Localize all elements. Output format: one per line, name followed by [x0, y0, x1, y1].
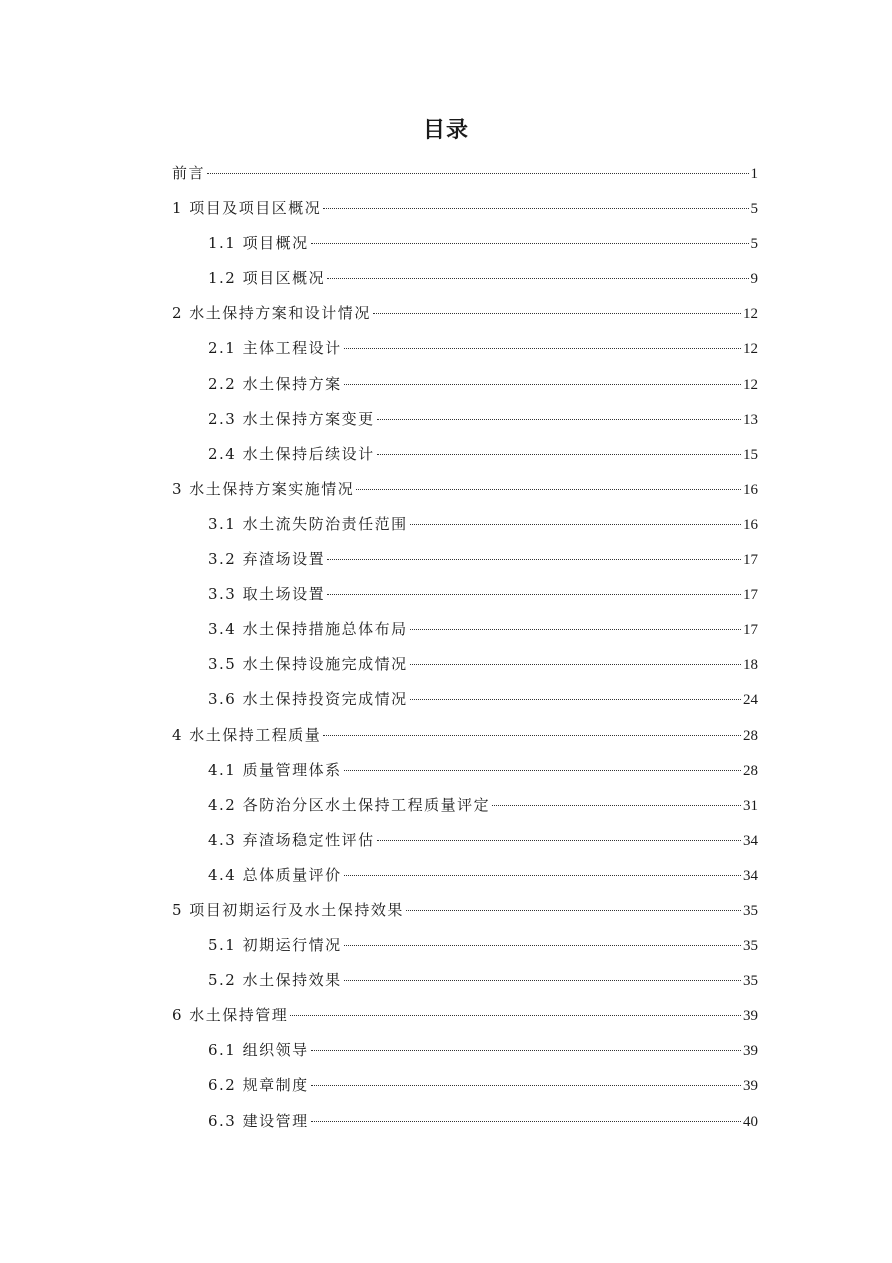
toc-dot-leader	[327, 278, 748, 279]
toc-entry[interactable]	[172, 928, 758, 963]
toc-entry[interactable]	[172, 261, 758, 296]
toc-dot-leader	[492, 805, 741, 806]
toc-dot-leader	[410, 699, 741, 700]
toc-entry-label: 1 项目及项目区概况	[172, 199, 322, 218]
toc-entry-page-number: 40	[743, 1113, 758, 1130]
toc-dot-leader	[327, 594, 741, 595]
toc-entry-label: 3 水土保持方案实施情况	[172, 479, 355, 498]
toc-entry-label: 4.1 质量管理体系	[208, 760, 342, 779]
toc-dot-leader	[290, 1015, 741, 1016]
toc-entry-label: 6.1 组织领导	[208, 1041, 309, 1060]
toc-entry-page-number: 17	[743, 622, 758, 639]
toc-entry[interactable]	[172, 1068, 758, 1103]
toc-dot-leader	[410, 664, 741, 665]
toc-entry-page-number: 15	[743, 446, 758, 463]
toc-dot-leader	[373, 313, 741, 314]
toc-entry-page-number: 16	[743, 481, 758, 498]
toc-entry-page-number: 39	[743, 1043, 758, 1060]
toc-dot-leader	[344, 980, 741, 981]
toc-entry[interactable]	[172, 331, 758, 366]
toc-entry-label: 5.1 初期运行情况	[208, 936, 342, 955]
toc-entry-page-number: 18	[743, 657, 758, 674]
toc-entry-page-number: 34	[743, 867, 758, 884]
toc-entry-label: 前言	[172, 164, 206, 182]
toc-entry[interactable]	[172, 788, 758, 823]
toc-dot-leader	[344, 384, 741, 385]
toc-entry-page-number: 1	[750, 166, 758, 182]
toc-entry-label: 3.6 水土保持投资完成情况	[208, 690, 408, 709]
toc-entry[interactable]	[172, 472, 758, 507]
toc-entry-page-number: 35	[743, 938, 758, 955]
toc-entry-page-number: 35	[743, 902, 758, 919]
toc-dot-leader	[344, 348, 741, 349]
toc-dot-leader	[207, 173, 748, 174]
toc-entry-page-number: 35	[743, 973, 758, 990]
toc-entry[interactable]	[172, 823, 758, 858]
toc-dot-leader	[323, 735, 741, 736]
toc-entry[interactable]	[172, 577, 758, 612]
toc-title: 目录	[422, 118, 469, 143]
toc-entry[interactable]	[172, 1104, 758, 1139]
toc-dot-leader	[344, 945, 741, 946]
toc-entry-label: 3.4 水土保持措施总体布局	[208, 620, 408, 639]
toc-dot-leader	[344, 875, 741, 876]
toc-entry[interactable]	[172, 893, 758, 928]
toc-entry-page-number: 17	[743, 552, 758, 569]
toc-entry-label: 3.5 水土保持设施完成情况	[208, 655, 408, 674]
toc-dot-leader	[356, 489, 741, 490]
toc-dot-leader	[410, 524, 741, 525]
toc-dot-leader	[311, 1121, 741, 1122]
toc-entry[interactable]	[172, 963, 758, 998]
toc-dot-leader	[327, 559, 741, 560]
toc-entry-label: 2.2 水土保持方案	[208, 374, 342, 393]
toc-entry-page-number: 28	[743, 727, 758, 744]
toc-entry-label: 6.3 建设管理	[208, 1111, 309, 1130]
toc-entry-label: 2 水土保持方案和设计情况	[172, 304, 371, 323]
toc-entry[interactable]	[172, 296, 758, 331]
toc-entry-page-number: 39	[743, 1078, 758, 1095]
toc-entry-page-number: 17	[743, 587, 758, 604]
toc-entry-label: 3.2 弃渣场设置	[208, 550, 326, 569]
toc-dot-leader	[377, 419, 741, 420]
toc-entry-label: 1.2 项目区概况	[208, 269, 326, 288]
toc-entry-page-number: 9	[750, 271, 758, 288]
toc-entry-page-number: 5	[750, 201, 758, 218]
toc-entry-page-number: 12	[743, 376, 758, 393]
toc-entry-label: 4.2 各防治分区水土保持工程质量评定	[208, 795, 491, 814]
toc-entry-page-number: 34	[743, 832, 758, 849]
toc-entry-label: 6.2 规章制度	[208, 1076, 309, 1095]
toc-list	[172, 156, 758, 1139]
toc-entry-page-number: 13	[743, 411, 758, 428]
toc-entry-label: 3.1 水土流失防治责任范围	[208, 514, 408, 533]
toc-entry-label: 5 项目初期运行及水土保持效果	[172, 900, 404, 919]
toc-entry-label: 4.4 总体质量评价	[208, 865, 342, 884]
toc-entry-label: 4.3 弃渣场稳定性评估	[208, 830, 375, 849]
toc-entry[interactable]	[172, 647, 758, 682]
toc-entry[interactable]	[172, 226, 758, 261]
toc-entry[interactable]	[172, 367, 758, 402]
toc-entry[interactable]	[172, 156, 758, 191]
toc-dot-leader	[406, 910, 741, 911]
toc-entry-page-number: 12	[743, 306, 758, 323]
toc-entry-page-number: 28	[743, 762, 758, 779]
toc-entry[interactable]	[172, 998, 758, 1033]
toc-dot-leader	[311, 243, 749, 244]
toc-dot-leader	[410, 629, 741, 630]
toc-entry-label: 2.4 水土保持后续设计	[208, 444, 375, 463]
toc-entry[interactable]	[172, 858, 758, 893]
toc-entry[interactable]	[172, 191, 758, 226]
toc-entry-label: 1.1 项目概况	[208, 234, 309, 253]
toc-entry-label: 5.2 水土保持效果	[208, 971, 342, 990]
toc-entry-label: 2.3 水土保持方案变更	[208, 409, 375, 428]
toc-entry-page-number: 16	[743, 516, 758, 533]
toc-dot-leader	[323, 208, 748, 209]
toc-entry-page-number: 24	[743, 692, 758, 709]
toc-entry-page-number: 5	[750, 236, 758, 253]
toc-entry-label: 6 水土保持管理	[172, 1006, 289, 1025]
toc-entry[interactable]	[172, 718, 758, 753]
toc-dot-leader	[377, 454, 741, 455]
toc-entry[interactable]	[172, 682, 758, 717]
toc-entry[interactable]	[172, 542, 758, 577]
toc-entry-label: 4 水土保持工程质量	[172, 725, 322, 744]
toc-dot-leader	[377, 840, 741, 841]
toc-dot-leader	[311, 1085, 741, 1086]
toc-entry[interactable]	[172, 753, 758, 788]
toc-entry[interactable]	[172, 612, 758, 647]
toc-entry[interactable]	[172, 507, 758, 542]
toc-dot-leader	[311, 1050, 741, 1051]
toc-entry[interactable]	[172, 1033, 758, 1068]
toc-entry-page-number: 12	[743, 341, 758, 358]
toc-entry-page-number: 31	[743, 797, 758, 814]
toc-entry-page-number: 39	[743, 1008, 758, 1025]
toc-entry-label: 2.1 主体工程设计	[208, 339, 342, 358]
toc-entry[interactable]	[172, 402, 758, 437]
toc-entry[interactable]	[172, 437, 758, 472]
toc-dot-leader	[344, 770, 741, 771]
toc-entry-label: 3.3 取土场设置	[208, 585, 326, 604]
